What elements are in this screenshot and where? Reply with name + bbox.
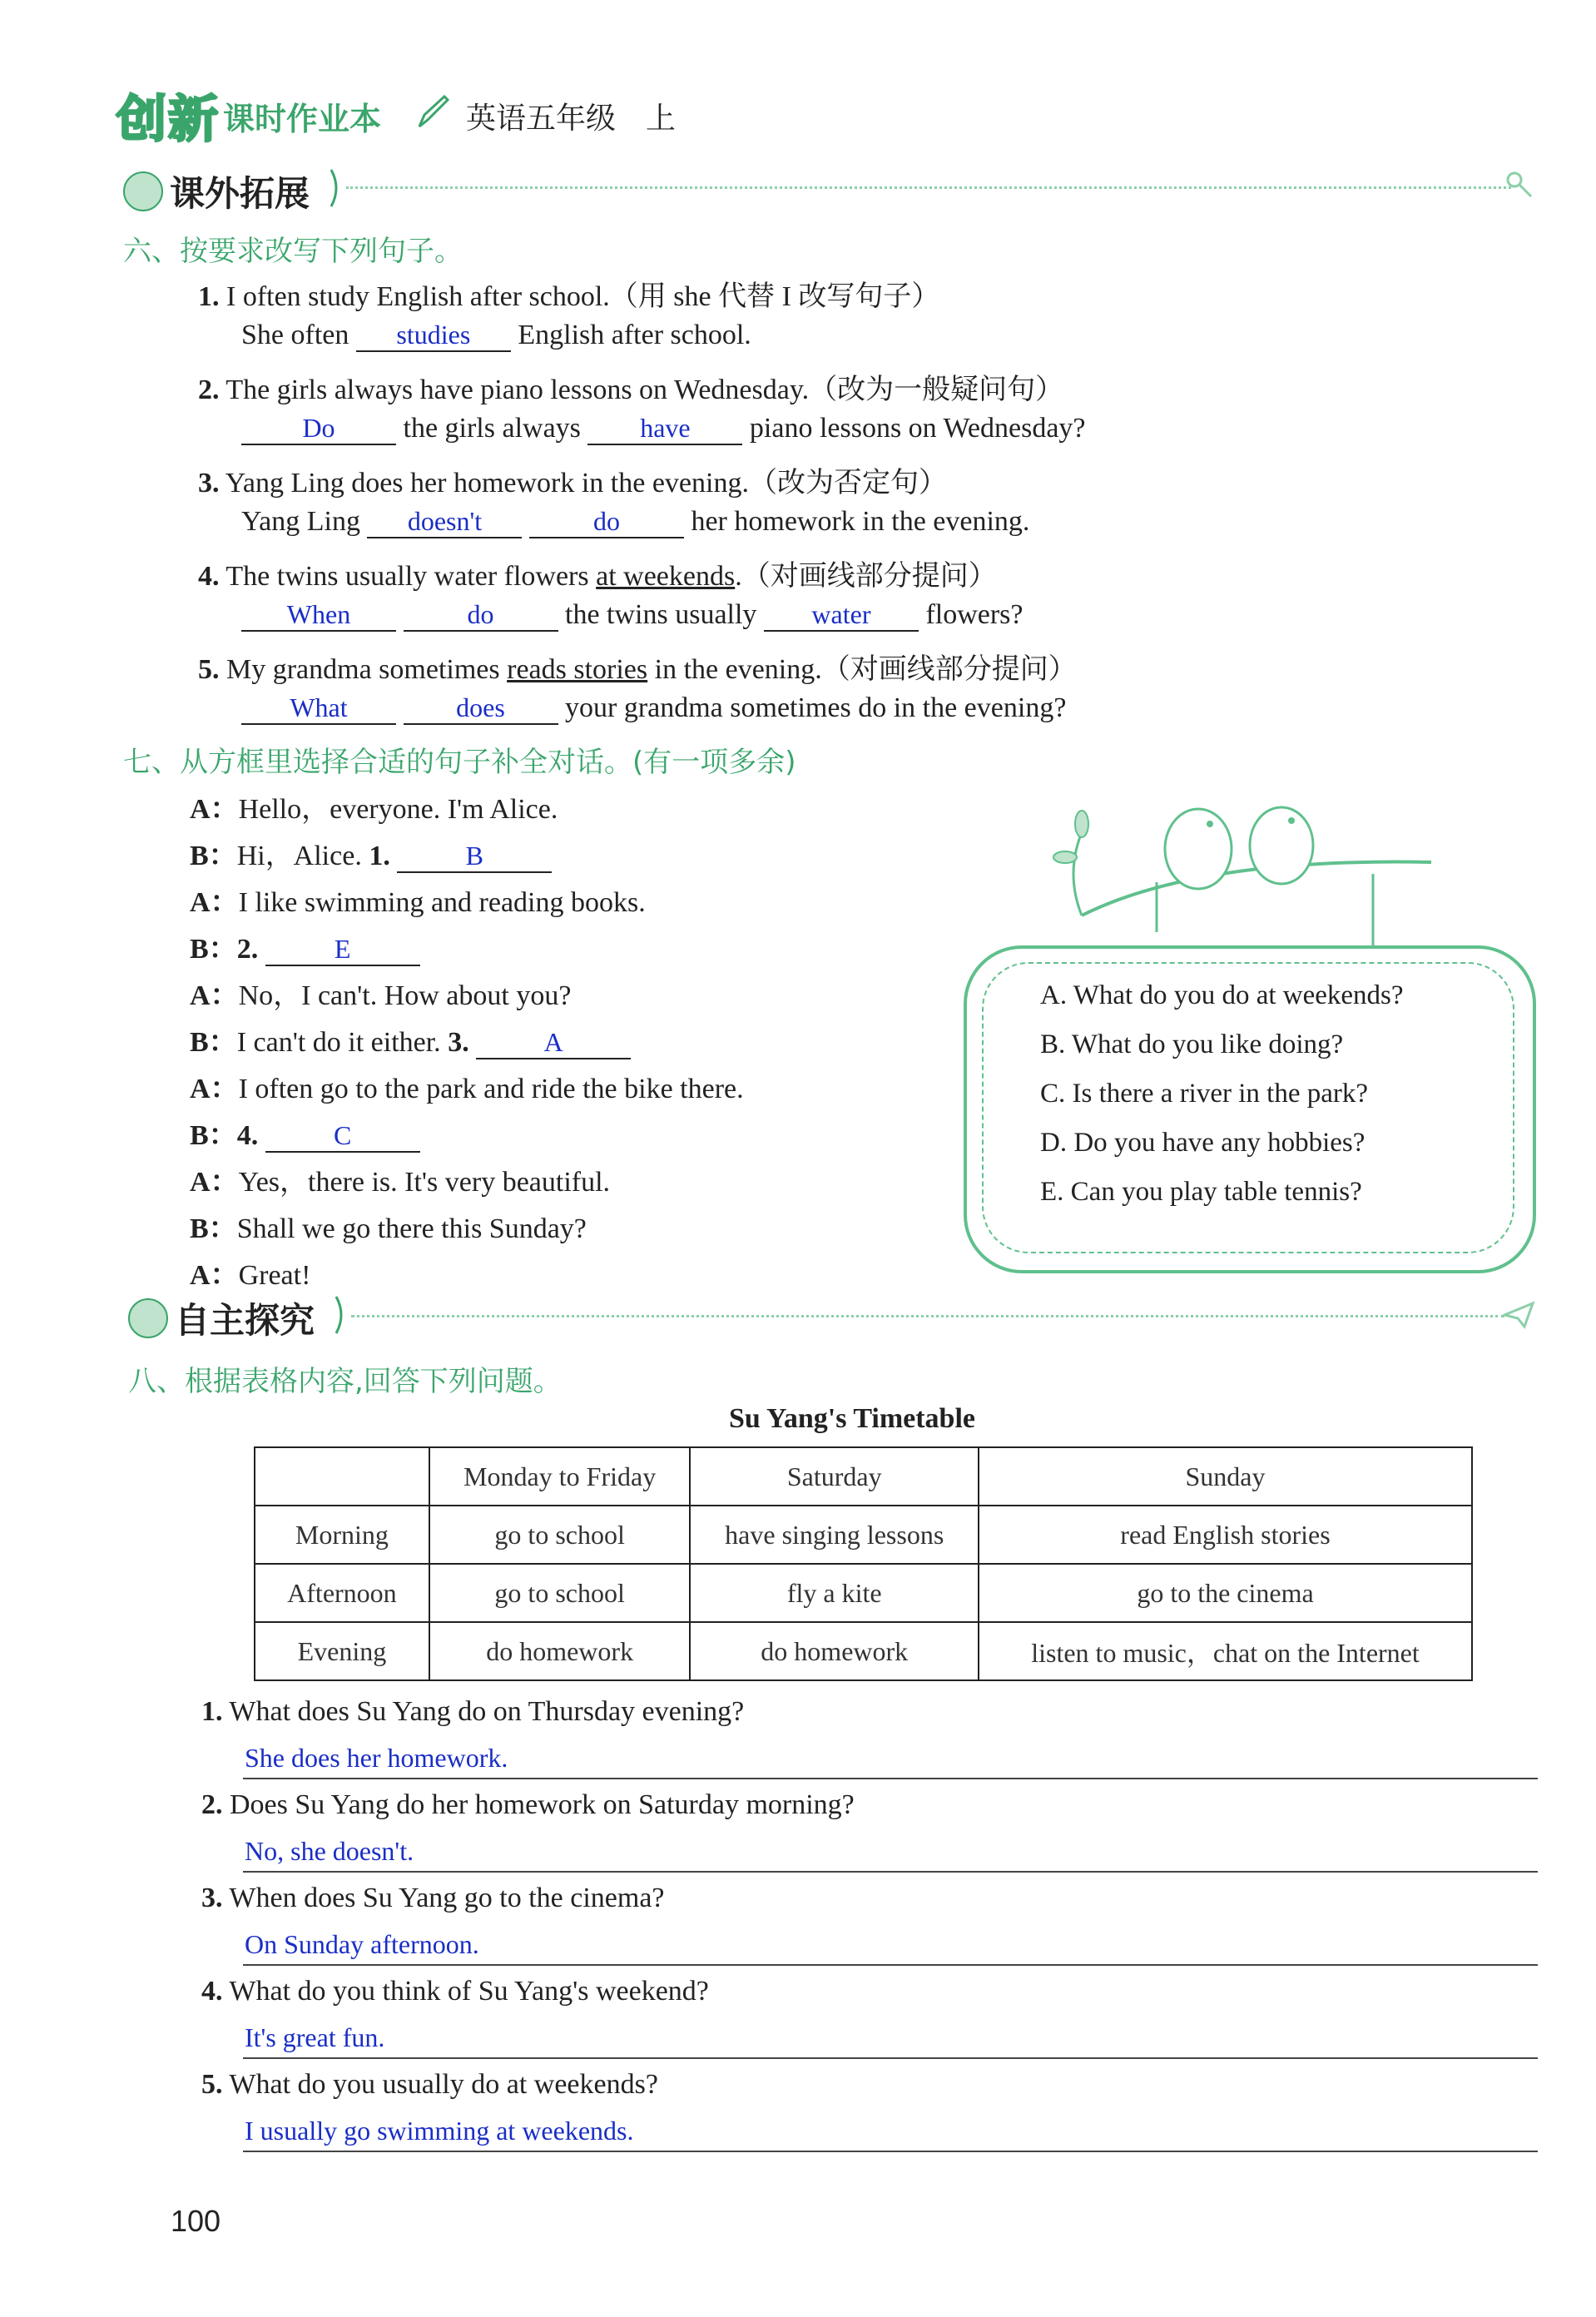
brand-subtitle: 课时作业本 <box>223 101 382 137</box>
q6-item-1-prompt: 1. I often study English after school.（用 she 代替 I 改写句子） <box>198 281 940 312</box>
dialogue-line: B：Hi，Alice. 1. B <box>190 832 552 873</box>
section-title-extension: 课外拓展 <box>170 173 310 214</box>
timetable-title: Su Yang's Timetable <box>729 1403 976 1434</box>
answer-blank[interactable]: does <box>404 692 558 725</box>
table-cell: listen to music，chat on the Internet <box>979 1622 1472 1680</box>
section-divider <box>351 1315 1504 1317</box>
dialogue-line: A：No，I can't. How about you? <box>190 980 572 1011</box>
answer-blank[interactable]: water <box>764 599 919 632</box>
answer-underline <box>243 2057 1538 2059</box>
dialogue-line: A：I often go to the park and ride the bike there. <box>190 1074 744 1104</box>
section-title-explore: 自主探究 <box>175 1300 315 1341</box>
table-cell: Sunday <box>979 1447 1472 1506</box>
option-b: B. What do you like doing? <box>1040 1030 1344 1059</box>
table-cell: Afternoon <box>255 1564 429 1622</box>
table-cell: Morning <box>255 1506 429 1564</box>
q8-question-1: 1. What does Su Yang do on Thursday evening? <box>201 1696 745 1727</box>
q8-answer-5[interactable]: I usually go swimming at weekends. <box>245 2116 634 2146</box>
section-leaf-icon <box>123 171 163 211</box>
table-header-row <box>255 1447 1472 1506</box>
table-cell: fly a kite <box>690 1564 979 1622</box>
answer-blank[interactable]: do <box>404 599 558 632</box>
q6-item-5-answer-line: What does your grandma sometimes do in the evening? <box>241 692 1066 725</box>
question-6-title: 六、按要求改写下列句子。 <box>123 235 463 268</box>
q8-answer-2[interactable]: No, she doesn't. <box>245 1836 414 1866</box>
table-row <box>255 1564 1472 1622</box>
section-bracket-icon <box>335 1295 348 1335</box>
answer-blank[interactable]: have <box>587 413 742 445</box>
answer-blank[interactable]: studies <box>356 320 511 352</box>
dialogue-line: A：Great! <box>190 1260 311 1291</box>
dialogue-line: A：Yes，there is. It's very beautiful. <box>190 1167 611 1198</box>
page-number: 100 <box>171 2204 221 2238</box>
section-divider <box>346 186 1511 189</box>
table-cell: Monday to Friday <box>429 1447 691 1506</box>
timetable <box>254 1446 1473 1681</box>
table-cell: Saturday <box>690 1447 979 1506</box>
q8-answer-4[interactable]: It's great fun. <box>245 2022 385 2052</box>
option-d: D. Do you have any hobbies? <box>1040 1128 1366 1158</box>
pencil-icon <box>416 93 449 130</box>
dialogue-line: B：Shall we go there this Sunday? <box>190 1213 587 1244</box>
dialogue-line: B：4. C <box>190 1112 420 1153</box>
question-8-title: 八、根据表格内容,回答下列问题。 <box>128 1365 562 1398</box>
q6-item-3-prompt: 3. Yang Ling does her homework in the evening.（改为否定句） <box>198 468 947 499</box>
answer-blank[interactable]: A <box>476 1027 631 1059</box>
q8-question-5: 5. What do you usually do at weekends? <box>201 2069 658 2100</box>
option-c: C. Is there a river in the park? <box>1040 1079 1369 1109</box>
section-bracket-icon <box>330 168 343 208</box>
q6-item-3-answer-line: Yang Ling doesn't do her homework in the evening. <box>241 506 1030 537</box>
answer-underline <box>243 1871 1538 1873</box>
table-cell: do homework <box>690 1622 979 1680</box>
q8-question-2: 2. Does Su Yang do her homework on Saturday morning? <box>201 1789 855 1820</box>
answer-underline <box>243 2151 1538 2152</box>
q6-item-4-answer-line: When do the twins usually water flowers? <box>241 599 1024 632</box>
table-cell: have singing lessons <box>690 1506 979 1564</box>
q6-item-1-answer-line: She often studies English after school. <box>241 320 751 350</box>
q6-item-4-prompt: 4. The twins usually water flowers at weekends.（对画线部分提问） <box>198 561 997 592</box>
book-title: 英语五年级 上 <box>466 102 677 136</box>
dialogue-line: B：2. E <box>190 925 420 966</box>
answer-blank[interactable]: doesn't <box>367 506 522 538</box>
question-7-title: 七、从方框里选择合适的句子补全对话。(有一项多余) <box>123 746 796 779</box>
birds-branch-illustration <box>1032 782 1448 949</box>
q8-answer-3[interactable]: On Sunday afternoon. <box>245 1929 479 1959</box>
answer-underline <box>243 1778 1538 1779</box>
dialogue-line: A：I like swimming and reading books. <box>190 887 646 918</box>
dialogue-line: A：Hello，everyone. I'm Alice. <box>190 794 558 825</box>
answer-blank[interactable]: E <box>265 934 420 966</box>
q8-question-4: 4. What do you think of Su Yang's weekend? <box>201 1976 709 2007</box>
brand-logo: 创新 <box>116 91 220 149</box>
q6-item-2-prompt: 2. The girls always have piano lessons on Wednesday.（改为一般疑问句） <box>198 375 1064 405</box>
option-a: A. What do you do at weekends? <box>1040 980 1404 1010</box>
pin-icon <box>1503 166 1536 200</box>
section-tree-icon <box>128 1298 168 1338</box>
answer-blank[interactable]: When <box>241 599 396 632</box>
table-cell: go to school <box>429 1506 691 1564</box>
answer-blank[interactable]: Do <box>241 413 396 445</box>
table-cell: Evening <box>255 1622 429 1680</box>
table-cell <box>255 1447 429 1506</box>
table-row <box>255 1506 1472 1564</box>
answer-blank[interactable]: What <box>241 692 396 725</box>
dialogue-line: B：I can't do it either. 3. A <box>190 1019 631 1059</box>
q8-question-3: 3. When does Su Yang go to the cinema? <box>201 1883 665 1913</box>
q6-item-2-answer-line: Do the girls always have piano lessons on Wednesday? <box>241 413 1086 445</box>
q8-answer-1[interactable]: She does her homework. <box>245 1743 508 1773</box>
q6-item-5-prompt: 5. My grandma sometimes reads stories in the evening.（对画线部分提问） <box>198 654 1077 685</box>
paper-plane-icon <box>1503 1300 1536 1330</box>
table-cell: read English stories <box>979 1506 1472 1564</box>
answer-blank[interactable]: C <box>265 1120 420 1153</box>
table-cell: do homework <box>429 1622 691 1680</box>
option-e: E. Can you play table tennis? <box>1040 1177 1362 1207</box>
table-cell: go to school <box>429 1564 691 1622</box>
answer-blank[interactable]: B <box>397 841 552 873</box>
answer-blank[interactable]: do <box>529 506 684 538</box>
table-cell: go to the cinema <box>979 1564 1472 1622</box>
table-row <box>255 1622 1472 1680</box>
answer-underline <box>243 1964 1538 1966</box>
